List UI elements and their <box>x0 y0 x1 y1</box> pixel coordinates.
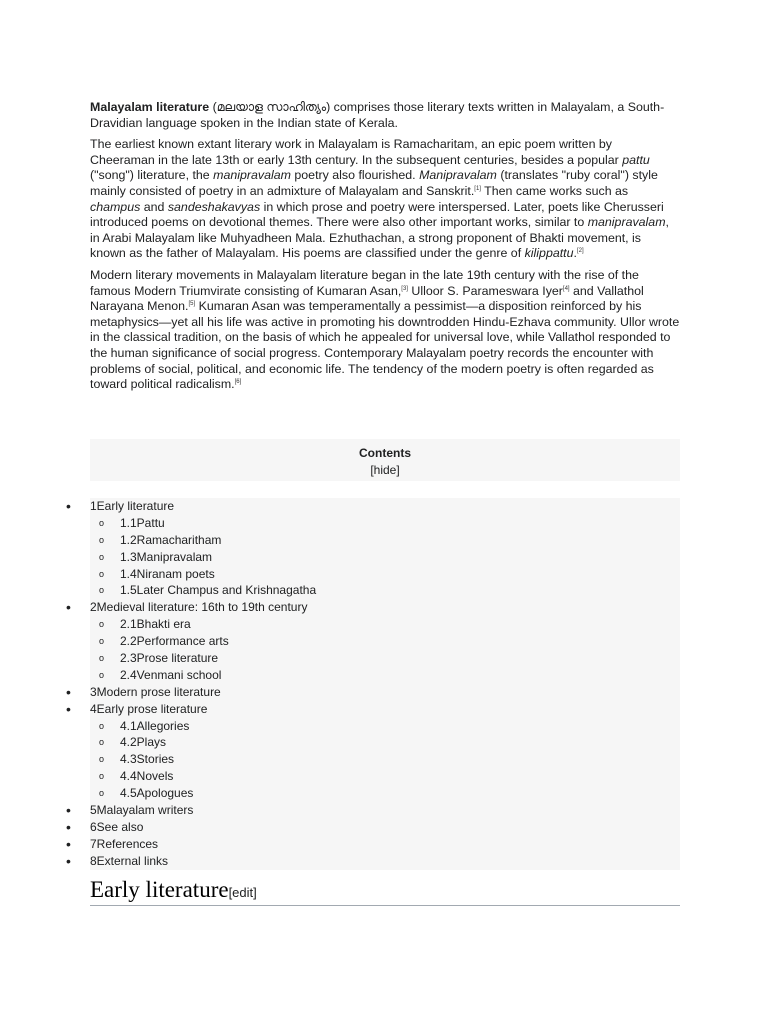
toc-row-background <box>90 498 680 515</box>
toc-item[interactable] <box>0 599 768 616</box>
toc-row-background <box>90 819 680 836</box>
circle-bullet-icon: o <box>99 585 105 596</box>
toc-item[interactable] <box>0 802 768 819</box>
toc-row-background <box>90 751 680 768</box>
toc-item-label[interactable]: 4.2Plays <box>120 735 167 750</box>
circle-bullet-icon: o <box>99 619 105 630</box>
toc-row-background <box>90 734 680 751</box>
citation-link[interactable]: [2] <box>576 248 584 255</box>
toc-item[interactable] <box>0 667 768 684</box>
circle-bullet-icon: o <box>99 788 105 799</box>
circle-bullet-icon: o <box>99 551 105 562</box>
toc-item[interactable] <box>0 734 768 751</box>
toc-item-label[interactable]: 4.1Allegories <box>120 718 190 733</box>
circle-bullet-icon: o <box>99 737 105 748</box>
toc-item[interactable] <box>0 582 768 599</box>
toc-item[interactable] <box>0 701 768 718</box>
toc-item-label[interactable]: 2Medieval literature: 16th to 19th century <box>90 600 308 615</box>
toc-item[interactable] <box>0 836 768 853</box>
toc-row-background <box>90 515 680 532</box>
table-of-contents-header <box>90 439 680 481</box>
native-script-name: മലയാള സാഹിത്യം <box>216 100 327 114</box>
edit-section-link[interactable]: [edit] <box>228 885 257 900</box>
toc-hide-toggle[interactable]: [hide] <box>370 463 400 477</box>
toc-item-label[interactable]: 1Early literature <box>90 499 175 513</box>
circle-bullet-icon: o <box>99 754 105 765</box>
toc-item-label[interactable]: 8External links <box>90 853 169 868</box>
toc-list <box>0 498 768 870</box>
toc-item[interactable] <box>0 498 768 515</box>
section-heading-early-literature <box>90 877 680 906</box>
circle-bullet-icon: o <box>99 653 105 664</box>
toc-item-label[interactable]: 6See also <box>90 819 144 834</box>
toc-item-label[interactable]: 2.4Venmani school <box>120 667 222 682</box>
circle-bullet-icon: o <box>99 568 105 579</box>
citation-link[interactable]: [3] <box>401 285 408 292</box>
toc-row-background <box>90 836 680 853</box>
toc-item-label[interactable]: 4Early prose literature <box>90 701 208 716</box>
toc-item[interactable] <box>0 633 768 650</box>
section-title: Early literature <box>90 877 229 902</box>
early-works-paragraph: The earliest known extant literary work in Malayalam is Ramacharitam, an epic poem written by Cheeraman in the late 13th or early 13th century. In the subsequent centuries, besides a popular pattu ("song") literature, the manipravalam poetry also flourished. Manipravalam (translates "ruby coral") style mainly consisted of poetry in an admixture of Malayalam and Sanskrit.[1] Then came works such as champus and sandeshakavyas in which prose and poetry were interspersed. Later, poets like Cherusseri introduced poems on devotional themes. There were also other important works, similar to manipravalam, in Arabi Malayalam like Muhyadheen Mala. Ezhuthachan, a strong proponent of Bhakti movement, is known as the father of Malayalam. His poems are classified under the genre of kilippattu.[2] <box>90 137 669 261</box>
toc-item[interactable] <box>0 549 768 566</box>
toc-title: Contents <box>359 446 411 460</box>
toc-item[interactable] <box>0 616 768 633</box>
toc-item[interactable] <box>0 751 768 768</box>
toc-item-label[interactable]: 7References <box>90 836 159 851</box>
bullet-icon: • <box>66 599 71 616</box>
bullet-icon: • <box>66 498 71 514</box>
article-subject: Malayalam literature <box>90 100 210 114</box>
toc-item-label[interactable]: 4.4Novels <box>120 769 174 784</box>
toc-item[interactable] <box>0 684 768 701</box>
toc-item-label[interactable]: 1.2Ramacharitham <box>120 532 222 547</box>
toc-item-label[interactable]: 1.4Niranam poets <box>120 566 215 581</box>
toc-item[interactable] <box>0 532 768 549</box>
toc-item-label[interactable]: 4.3Stories <box>120 752 175 767</box>
toc-row-background <box>90 853 680 870</box>
toc-item-label[interactable]: 2.3Prose literature <box>120 651 219 666</box>
toc-item-label[interactable]: 1.5Later Champus and Krishnagatha <box>120 583 317 598</box>
modern-movements-paragraph: Modern literary movements in Malayalam literature began in the late 19th century with the rise of the famous Modern Triumvirate consisting of Kumaran Asan,[3] Ulloor S. Parameswara Iyer[4] and Vallathol Narayana Menon.[5] Kumaran Asan was temperamentally a pessimist—a disposition reinforced by his metaphysics—yet all his life was active in promoting his downtrodden Hindu-Ezhava community. Ullor wrote in the classical tradition, on the basis of which he appealed for universal love, while Vallathol responded to the human significance of social progress. Contemporary Malayalam poetry records the encounter with problems of social, political, and economic life. The tendency of the modern poetry is often regarded as toward political radicalism.[6] <box>90 267 680 392</box>
bullet-icon: • <box>66 802 71 819</box>
citation-link[interactable]: [5] <box>188 301 196 308</box>
toc-item-label[interactable]: 4.5Apologues <box>120 786 194 801</box>
toc-item[interactable] <box>0 768 768 785</box>
article-body <box>90 100 680 399</box>
toc-item-label[interactable]: 5Malayalam writers <box>90 803 194 818</box>
toc-item[interactable] <box>0 853 768 870</box>
circle-bullet-icon: o <box>99 771 105 782</box>
toc-item[interactable] <box>0 819 768 836</box>
toc-item-label[interactable]: 1.1Pattu <box>120 515 165 530</box>
bullet-icon: • <box>66 852 71 869</box>
toc-item[interactable] <box>0 515 768 532</box>
toc-item[interactable] <box>0 785 768 802</box>
toc-item-label[interactable]: 2.2Performance arts <box>120 634 229 649</box>
toc-item-label[interactable]: 3Modern prose literature <box>90 684 221 699</box>
toc-row-background <box>90 768 680 785</box>
toc-item-label[interactable]: 1.3Manipravalam <box>120 549 213 564</box>
toc-item[interactable] <box>0 566 768 583</box>
bullet-icon: • <box>66 835 71 852</box>
circle-bullet-icon: o <box>99 720 105 731</box>
circle-bullet-icon: o <box>99 517 105 528</box>
citation-link[interactable]: [1] <box>474 185 481 192</box>
citation-link[interactable]: [4] <box>562 285 570 292</box>
intro-paragraph: Malayalam literature (മലയാള സാഹിത്യം) comprises those literary texts written in Malayalam, a South-Dravidian language spoken in the Indian state of Kerala. <box>90 100 665 130</box>
toc-item[interactable] <box>0 718 768 735</box>
circle-bullet-icon: o <box>99 669 105 680</box>
bullet-icon: • <box>66 683 71 700</box>
toc-item[interactable] <box>0 650 768 667</box>
bullet-icon: • <box>66 700 71 717</box>
bullet-icon: • <box>66 818 71 835</box>
toc-item-label[interactable]: 2.1Bhakti era <box>120 617 191 632</box>
citation-link[interactable]: [6] <box>234 379 242 386</box>
circle-bullet-icon: o <box>99 636 105 647</box>
circle-bullet-icon: o <box>99 534 105 545</box>
